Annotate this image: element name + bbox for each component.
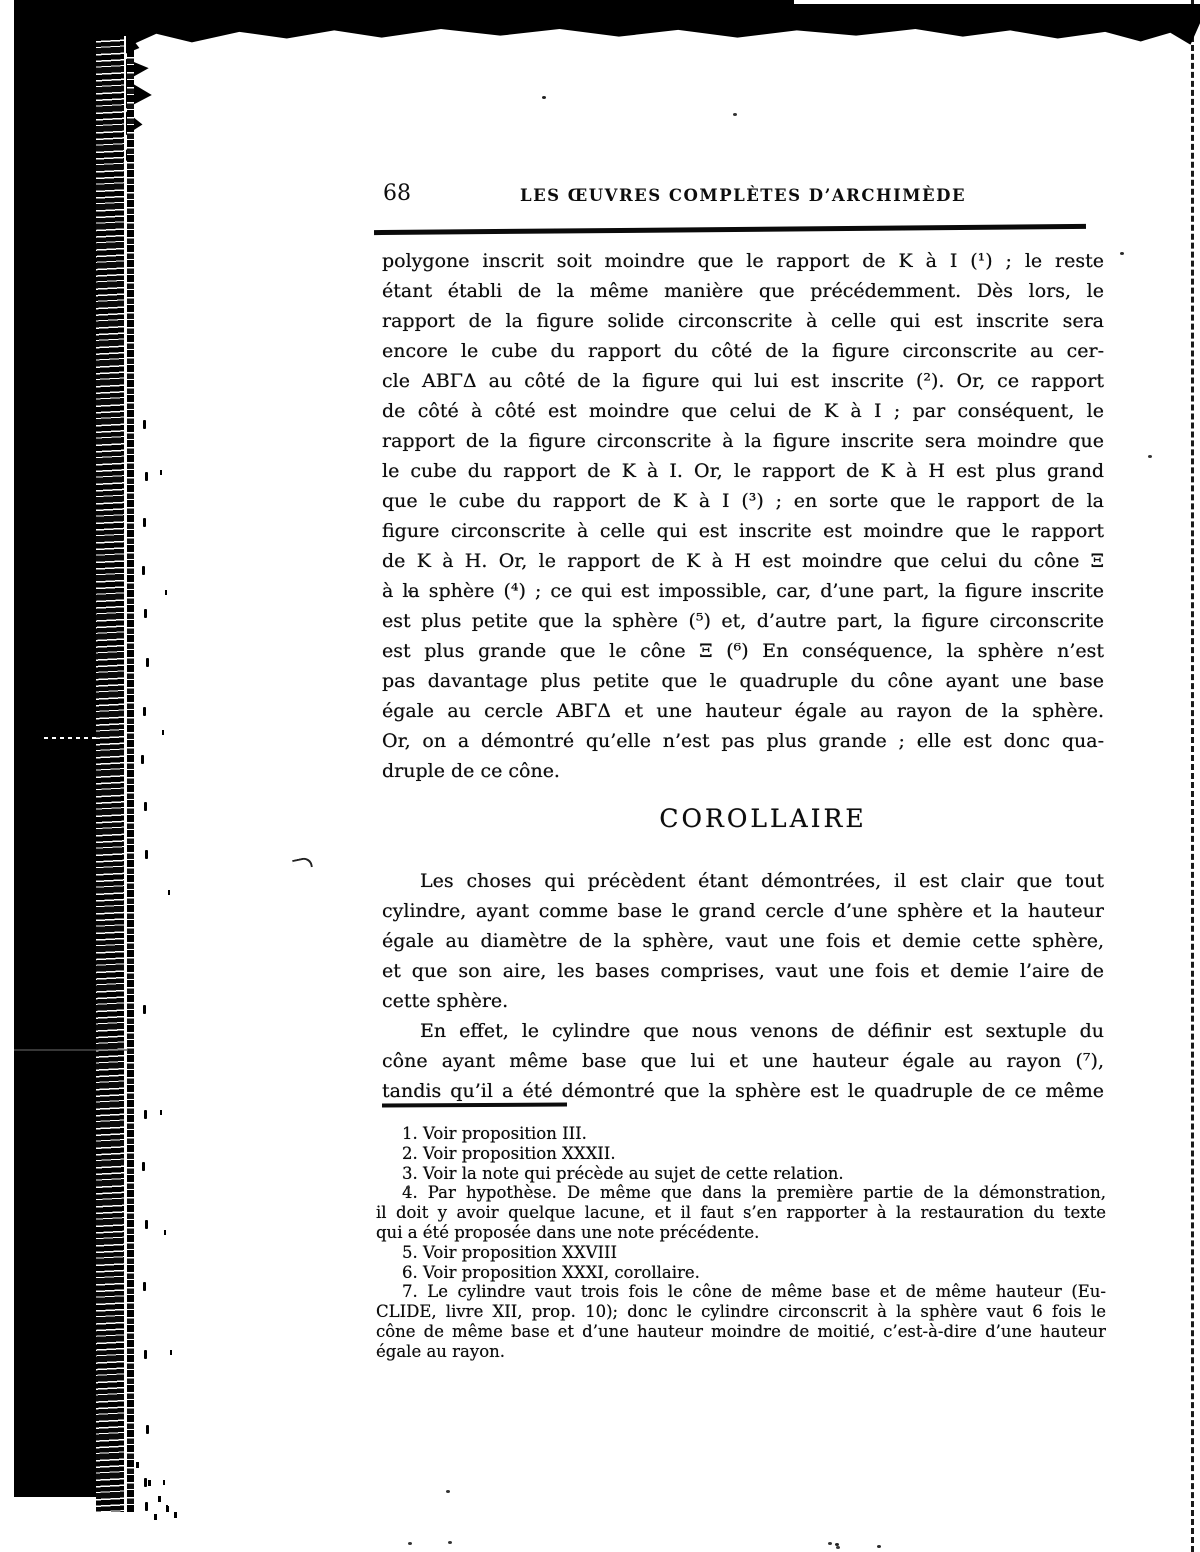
scan-dust-specks [542,96,546,99]
text-line: égale au cercle ABΓΔ et une hauteur égale au rayon de la sphère. [382,700,1104,722]
text-line: étant établi de la même manière que précédemment. Dès lors, le [382,280,1104,302]
page-number: 68 [383,181,411,206]
text-line: que le cube du rapport de K à I (³) ; en sorte que le rapport de la [382,490,1104,512]
scan-speckles-column [143,420,146,429]
text-line: 3. Voir la note qui précède au sujet de cette relation. [402,1163,844,1183]
text-line: polygone inscrit soit moindre que le rapport de K à I (¹) ; le reste [382,250,1104,272]
scan-gutter-texture [96,36,126,1512]
text-line: égale au rayon. [376,1341,506,1361]
text-line: cône ayant même base que lui et une hauteur égale au rayon (⁷), [382,1050,1104,1072]
text-line: rapport de la figure solide circonscrite à celle qui est inscrite sera [382,310,1104,332]
text-line: il doit y avoir quelque lacune, et il faut s’en rapporter à la restauration du texte [376,1203,1106,1223]
text-line: 4. Par hypothèse. De même que dans la première partie de la démonstration, [402,1183,1106,1203]
text-line: égale au diamètre de la sphère, vaut une fois et demie cette sphère, [382,930,1104,952]
text-line: et que son aire, les bases comprises, vaut une fois et demie l’aire de [382,960,1104,982]
scan-line-artifact [14,1049,128,1051]
text-line: cette sphère. [382,990,509,1012]
text-line: 2. Voir proposition XXXII. [402,1143,616,1163]
text-line: En effet, le cylindre que nous venons de définir est sextuple du [420,1020,1104,1042]
text-line: de K à H. Or, le rapport de K à H est moindre que celui du cône Ξ [382,550,1104,572]
text-line: tandis qu’il a été démontré que la sphère est le quadruple de ce même [382,1080,1104,1102]
footnotes-block [376,1124,1106,1362]
scan-speckles-column-2 [160,470,162,475]
text-line: le cube du rapport de K à I. Or, le rapport de K à H est plus grand [382,460,1104,482]
text-line: est plus grande que le cône Ξ (⁶) En conséquence, la sphère n’est [382,640,1104,662]
text-line: à la sphère (⁴) ; ce qui est impossible, car, d’une part, la figure inscrite [382,580,1104,602]
scan-scratch-artifact [44,737,96,739]
margin-mark [292,856,313,871]
scan-gutter-band [14,4,98,1497]
text-line: 5. Voir proposition XXVIII [402,1242,618,1262]
footnote-rule [382,1103,567,1108]
text-line: 6. Voir proposition XXXI, corollaire. [402,1262,700,1282]
text-line: pas davantage plus petite que le quadruple du cône ayant une base [382,670,1104,692]
paragraph-corollary-2 [382,1016,1104,1106]
header-rule [374,224,1086,235]
text-line: de côté à côté est moindre que celui de K à I ; par conséquent, le [382,400,1104,422]
text-line: Or, on a démontré qu’elle n’est pas plus grande ; elle est donc qua- [382,730,1104,752]
text-line: CLIDE, livre XII, prop. 10); donc le cylindre circonscrit à la sphère vaut 6 fois le [376,1302,1106,1322]
text-line: 7. Le cylindre vaut trois fois le cône de même base et de même hauteur (Eu- [402,1282,1106,1302]
text-line: est plus petite que la sphère (⁵) et, d’autre part, la figure circonscrite [382,610,1104,632]
text-line: cône de même base et d’une hauteur moindre de moitié, c’est-à-dire d’une hauteur [376,1321,1106,1341]
text-line: qui a été proposée dans une note précédente. [376,1222,760,1242]
running-title: LES ŒUVRES COMPLÈTES D’ARCHIMÈDE [519,186,967,205]
scan-gutter-texture-2 [127,50,134,1512]
paragraph-proof [382,246,1104,786]
text-line: cylindre, ayant comme base le grand cercle d’une sphère et la hauteur [382,900,1104,922]
text-line: encore le cube du rapport du côté de la figure circonscrite au cer- [382,340,1104,362]
text-line: figure circonscrite à celle qui est inscrite est moindre que le rapport [382,520,1104,542]
text-line: cle ABΓΔ au côté de la figure qui lui est inscrite (²). Or, ce rapport [382,370,1104,392]
text-line: 1. Voir proposition III. [402,1124,587,1143]
scan-speckles-trail [136,1462,139,1468]
text-line: druple de ce cône. [382,760,560,782]
text-line: rapport de la figure circonscrite à la figure inscrite sera moindre que [382,430,1104,452]
scan-edge-top-band [14,4,1200,52]
text-line: Les choses qui précèdent étant démontrées, il est clair que tout [420,870,1104,892]
page-edge-dashes [1191,0,1194,1552]
scan-bottom-specks [408,1542,412,1545]
paragraph-corollary-1 [382,866,1104,1016]
section-heading-corollaire: COROLLAIRE [659,804,867,833]
